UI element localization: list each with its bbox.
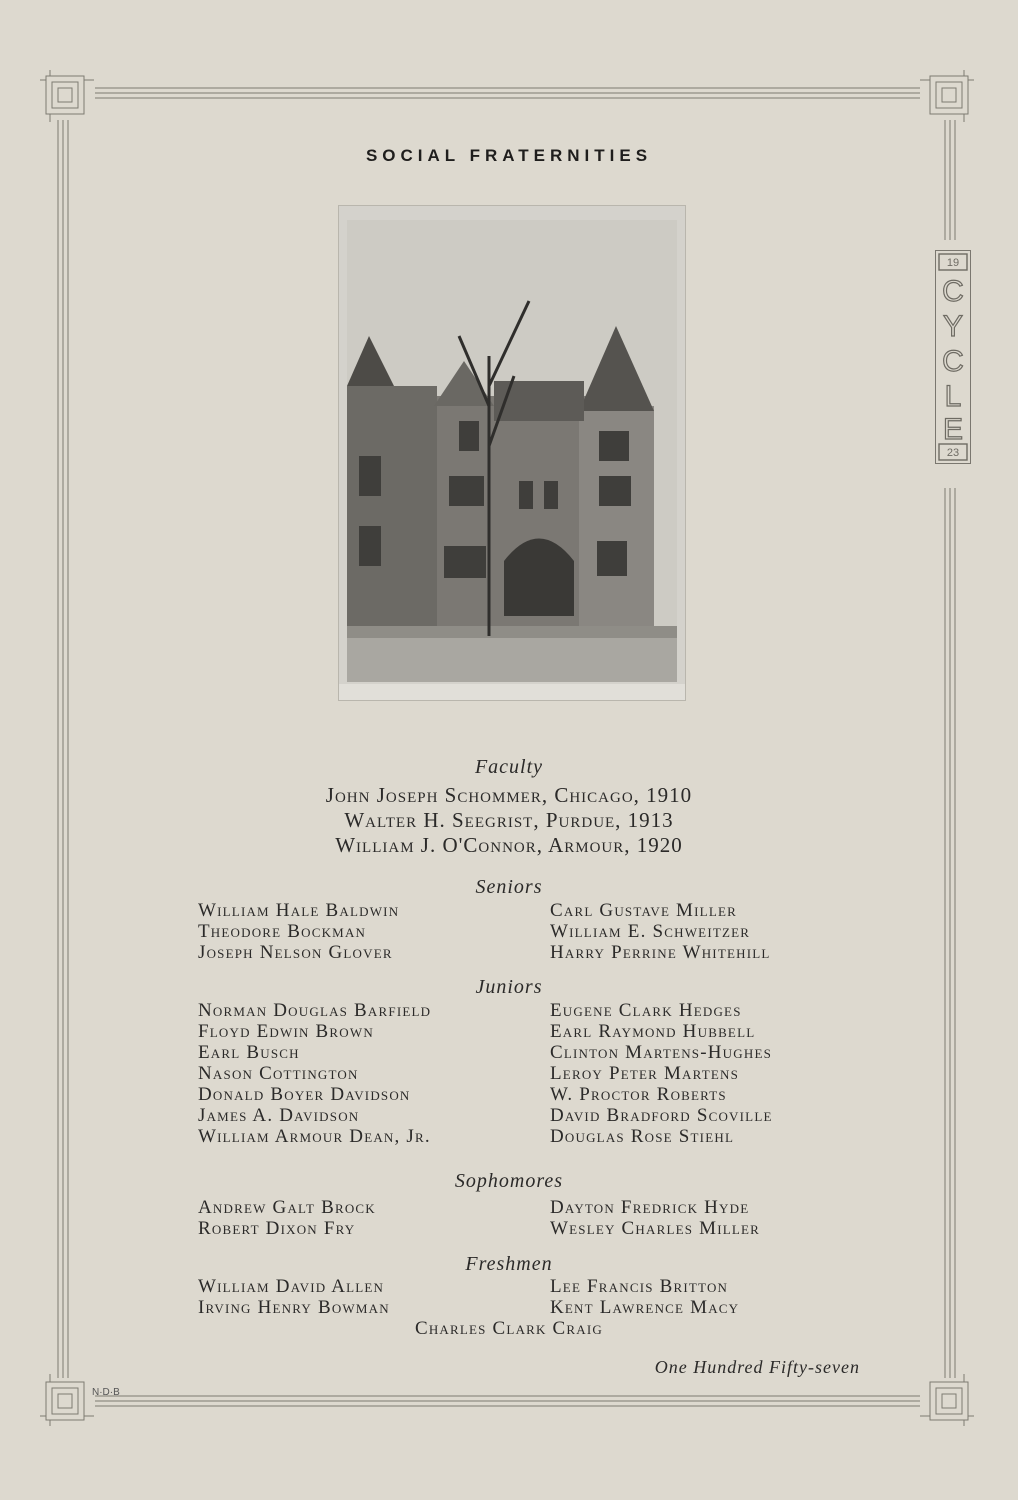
sophomores-heading: Sophomores xyxy=(454,1170,564,1192)
member-name: Carl Gustave Miller xyxy=(550,900,737,921)
member-name: David Bradford Scoville xyxy=(550,1105,773,1126)
member-name: James A. Davidson xyxy=(198,1105,360,1126)
member-name: Leroy Peter Martens xyxy=(550,1063,740,1084)
member-name: Floyd Edwin Brown xyxy=(198,1021,374,1042)
faculty-member: John Joseph Schommer, Chicago, 1910 xyxy=(325,783,693,807)
side-label-top: 19 xyxy=(946,257,960,269)
freshmen-left-column xyxy=(198,1276,390,1318)
seniors-right-column xyxy=(550,900,771,963)
side-letter-4: L xyxy=(944,380,962,413)
member-name: Earl Raymond Hubbell xyxy=(550,1021,756,1042)
freshmen-center-name xyxy=(0,1318,1018,1339)
page-title: SOCIAL FRATERNITIES xyxy=(365,146,653,165)
member-name: William Hale Baldwin xyxy=(198,900,400,921)
member-name: William Armour Dean, Jr. xyxy=(198,1126,431,1147)
member-name: Douglas Rose Stiehl xyxy=(550,1126,735,1147)
member-name: Charles Clark Craig xyxy=(414,1318,604,1339)
side-letter-3: C xyxy=(942,345,964,378)
member-name: Earl Busch xyxy=(198,1042,300,1063)
member-name: Andrew Galt Brock xyxy=(198,1197,376,1218)
freshmen-heading: Freshmen xyxy=(465,1253,553,1275)
juniors-right-column xyxy=(550,1000,773,1147)
member-name: Nason Cottington xyxy=(198,1063,359,1084)
freshmen-right-column xyxy=(550,1276,739,1318)
member-name: William David Allen xyxy=(198,1276,385,1297)
member-name: Theodore Bockman xyxy=(198,921,367,942)
house-photo-art xyxy=(339,206,685,700)
faculty-member: Walter H. Seegrist, Purdue, 1913 xyxy=(344,808,674,832)
seniors-heading: Seniors xyxy=(475,876,543,898)
side-letter-2: Y xyxy=(942,310,964,343)
juniors-left-column xyxy=(198,1000,431,1147)
page-number: One Hundred Fifty-seven xyxy=(654,1357,860,1377)
side-letter-5: E xyxy=(942,413,964,446)
side-letter-1: C xyxy=(942,275,964,308)
juniors-heading: Juniors xyxy=(475,976,543,998)
member-name: Dayton Fredrick Hyde xyxy=(550,1197,750,1218)
sophomores-left-column xyxy=(198,1197,376,1239)
faculty-heading: Faculty xyxy=(474,756,544,778)
engraver-mark: N·D·B xyxy=(92,1387,120,1398)
side-label-bottom: 23 xyxy=(946,447,960,459)
member-name: Wesley Charles Miller xyxy=(550,1218,761,1239)
member-name: Donald Boyer Davidson xyxy=(198,1084,411,1105)
cycle-side-label xyxy=(935,250,971,464)
member-name: Kent Lawrence Macy xyxy=(550,1297,740,1318)
sophomores-right-column xyxy=(550,1197,760,1239)
faculty-member: William J. O'Connor, Armour, 1920 xyxy=(335,833,683,857)
member-name: Irving Henry Bowman xyxy=(198,1297,390,1318)
member-name: Joseph Nelson Glover xyxy=(198,942,393,963)
member-name: Norman Douglas Barfield xyxy=(198,1000,432,1021)
member-name: Eugene Clark Hedges xyxy=(550,1000,742,1021)
member-name: Harry Perrine Whitehill xyxy=(550,942,771,963)
member-name: William E. Schweitzer xyxy=(550,921,751,942)
member-name: Clinton Martens-Hughes xyxy=(550,1042,773,1063)
member-name: Robert Dixon Fry xyxy=(198,1218,356,1239)
fraternity-house-photo xyxy=(338,205,686,701)
cycle-side-label-art xyxy=(936,251,970,463)
member-name: Lee Francis Britton xyxy=(550,1276,729,1297)
member-name: W. Proctor Roberts xyxy=(550,1084,727,1105)
faculty-list xyxy=(0,783,1018,858)
seniors-left-column xyxy=(198,900,399,963)
